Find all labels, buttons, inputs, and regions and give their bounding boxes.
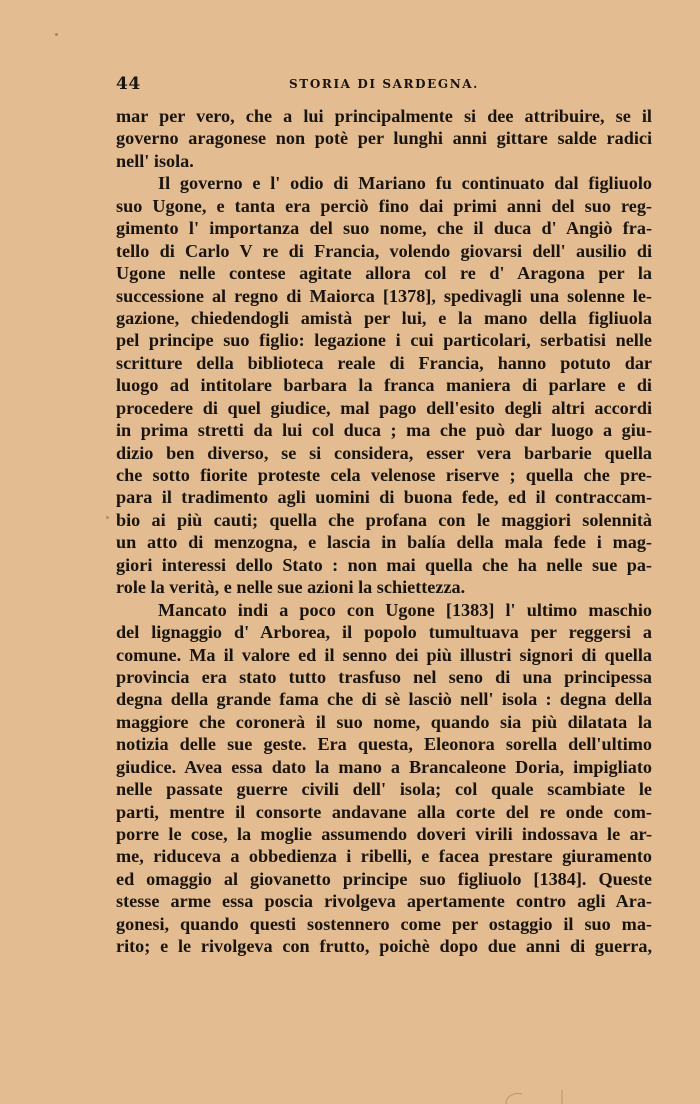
text-line: gimento l' importanza del suo nome, che il duca d' Angiò fra- (116, 218, 652, 239)
text-line: role la verità, e nelle sue azioni la schiettezza. (116, 577, 466, 598)
text-line: parti, mentre il consorte andavane alla corte del re onde com- (116, 801, 652, 822)
text-line: che sotto fiorite proteste cela velenose riserve ; quella che pre- (116, 465, 652, 485)
text-line: Mancato indi a poco con Ugone [1383] l' ultimo maschio (158, 599, 652, 620)
text-line: rito; e le rivolgeva con frutto, poichè dopo due anni di guerra, (116, 936, 652, 957)
text-line: Ugone nelle contese agitate allora col re d' Aragona per la (116, 263, 652, 284)
text-line: Il governo e l' odio di Mariano fu continuato dal figliuolo (158, 173, 652, 194)
text-line: un atto di menzogna, e lascia in balía della mala fede i mag- (116, 532, 652, 553)
page-number: 44 (116, 74, 141, 94)
text-line: mar per vero, che a lui principalmente si dee attribuire, se il (116, 106, 652, 126)
text-line: provincia era stato tutto trasfuso nel seno di una principessa (116, 666, 652, 687)
text-line: suo Ugone, e tanta era perciò fino dai primi anni del suo reg- (116, 195, 652, 216)
text-line: gazione, chiedendogli amistà per lui, e la mano della figliuola (116, 307, 652, 328)
text-line: notizia delle sue geste. Era questa, Eleonora sorella dell'ultimo (116, 734, 652, 755)
running-title: STORIA DI SARDEGNA. (289, 77, 479, 91)
text-line: governo aragonese non potè per lunghi anni gittare salde radici (116, 128, 652, 149)
text-line: gonesi, quando questi sostennero come per ostaggio il suo ma- (116, 913, 652, 934)
text-line: me, riduceva a obbedienza i ribelli, e facea prestare giuramento (116, 846, 652, 867)
text-line: porre le cose, la moglie assumendo doveri virili indossava le ar- (116, 824, 652, 844)
text-line: del lignaggio d' Arborea, il popolo tumultuava per reggersi a (116, 622, 652, 643)
scan-watermark (500, 1086, 630, 1104)
text-line: luogo ad intitolare barbara la franca maniera di parlare e di (116, 375, 652, 396)
text-line: procedere di quel giudice, mal pago dell'esito degli altri accordi (116, 397, 652, 418)
text-line: stesse arme essa poscia rivolgeva apertamente contro agli Ara- (116, 891, 652, 912)
text-line: successione al regno di Maiorca [1378], spedivagli una solenne le- (116, 285, 652, 306)
text-line: nell' isola. (116, 150, 194, 171)
text-line: comune. Ma il valore ed il senno dei più illustri signori di quella (116, 644, 652, 665)
text-line: scritture della biblioteca reale di Francia, hanno potuto dar (116, 352, 652, 373)
text-line: ed omaggio al giovanetto principe suo figliuolo [1384]. Queste (116, 868, 652, 889)
text-line: in prima stretti da lui col duca ; ma che può dar luogo a giu- (116, 420, 652, 441)
text-line: bio ai più cauti; quella che profana con le maggiori solennità (116, 509, 652, 530)
text-line: degna della grande fama che di sè lasciò nell' isola : degna della (116, 689, 652, 710)
text-line: para il tradimento agli uomini di buona fede, ed il contraccam- (116, 487, 652, 508)
paper-speck (55, 33, 58, 36)
text-line: maggiore che coronerà il suo nome, quando sia più dilatata la (116, 711, 652, 732)
text-line: dizio ben diverso, se si considera, esser vera barbarie quella (116, 442, 652, 463)
body-text (116, 105, 652, 958)
text-line: tello di Carlo V re di Francia, volendo giovarsi dell' ausilio di (116, 240, 652, 261)
text-line: pel principe suo figlio: legazione i cui particolari, serbatisi nelle (116, 330, 652, 351)
text-line: nelle passate guerre civili dell' isola; col quale scambiate le (116, 779, 652, 800)
paper-speck (106, 516, 109, 519)
text-line: giudice. Avea essa dato la mano a Brancaleone Doria, impigliato (116, 756, 652, 777)
text-line: giori interessi dello Stato : non mai quella che ha nelle sue pa- (116, 554, 652, 575)
running-head (116, 74, 652, 96)
